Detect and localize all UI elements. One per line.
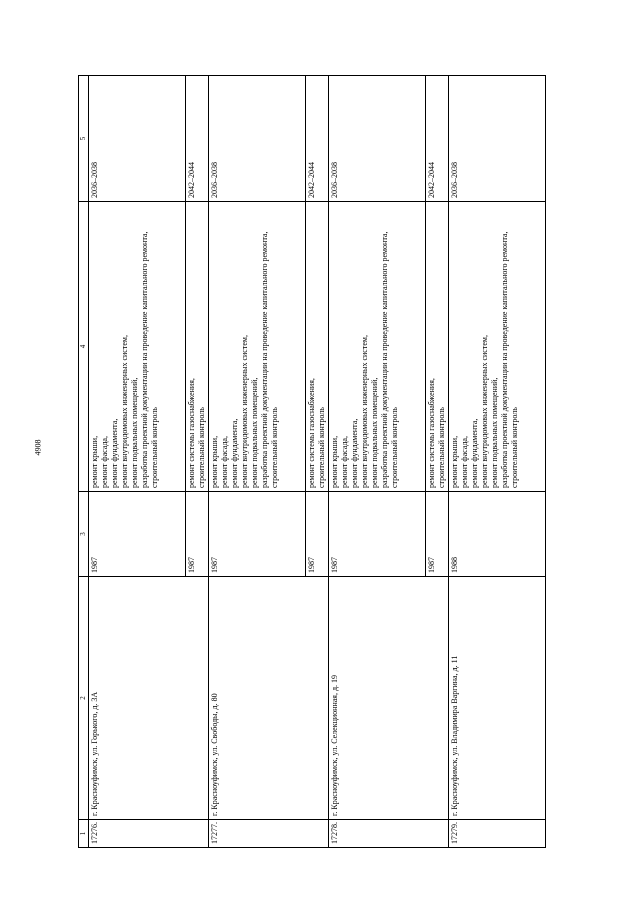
table-row [329, 76, 426, 848]
row-year: 1988 [449, 492, 546, 577]
row-address: г. Красноуфимск, ул. Горького, д. 3А [89, 577, 209, 820]
header-col-5: 5 [79, 76, 89, 202]
row-address: г. Красноуфимск, ул. Свободы, д. 80 [209, 577, 329, 820]
row-period: 2036–2038 [209, 76, 306, 202]
subrow-period: 2042–2044 [186, 76, 209, 202]
header-col-3: 3 [79, 492, 89, 577]
header-row [79, 76, 89, 848]
subrow-works: ремонт системы газоснабжения, строительный контроль [186, 202, 209, 492]
subrow-period: 2042–2044 [306, 76, 329, 202]
row-year: 1987 [89, 492, 186, 577]
table-row [449, 76, 546, 848]
row-period: 2036–2038 [329, 76, 426, 202]
row-year: 1987 [209, 492, 306, 577]
row-number: 17277. [209, 820, 329, 848]
row-address: г. Красноуфимск, ул. Селекционная, д. 19 [329, 577, 449, 820]
header-col-1: 1 [79, 820, 89, 848]
row-period: 2036–2038 [449, 76, 546, 202]
row-number: 17279. [449, 820, 546, 848]
subrow-year: 1987 [426, 492, 449, 577]
row-works: ремонт крыши, ремонт фасада, ремонт фундамента, ремонт внутридомовых инженерных систем, ремонт подвальных помещений, разработка проектной документации на проведение капитального ремонта, строительный контроль [329, 202, 426, 492]
subrow-period: 2042–2044 [426, 76, 449, 202]
row-number: 17278. [329, 820, 449, 848]
page-number: 4908 [33, 439, 43, 456]
table-row [209, 76, 306, 848]
row-period: 2036–2038 [89, 76, 186, 202]
subrow-year: 1987 [186, 492, 209, 577]
header-col-4: 4 [79, 202, 89, 492]
header-col-2: 2 [79, 577, 89, 820]
subrow-works: ремонт системы газоснабжения, строительный контроль [306, 202, 329, 492]
row-address: г. Красноуфимск, ул. Владимира Варгина, д. 11 [449, 577, 546, 820]
row-works: ремонт крыши, ремонт фасада, ремонт фундамента, ремонт внутридомовых инженерных систем, ремонт подвальных помещений, разработка проектной документации на проведение капитального ремонта, строительный контроль [449, 202, 546, 492]
subrow-works: ремонт системы газоснабжения, строительный контроль [426, 202, 449, 492]
subrow-year: 1987 [306, 492, 329, 577]
row-works: ремонт крыши, ремонт фасада, ремонт фундамента, ремонт внутридомовых инженерных систем, ремонт подвальных помещений, разработка проектной документации на проведение капитального ремонта, строительный контроль [89, 202, 186, 492]
table-row [89, 76, 186, 848]
row-year: 1987 [329, 492, 426, 577]
rotated-table-container [78, 76, 578, 848]
repair-schedule-table [78, 75, 546, 848]
row-works: ремонт крыши, ремонт фасада, ремонт фундамента, ремонт внутридомовых инженерных систем, ремонт подвальных помещений, разработка проектной документации на проведение капитального ремонта, строительный контроль [209, 202, 306, 492]
row-number: 17276. [89, 820, 209, 848]
